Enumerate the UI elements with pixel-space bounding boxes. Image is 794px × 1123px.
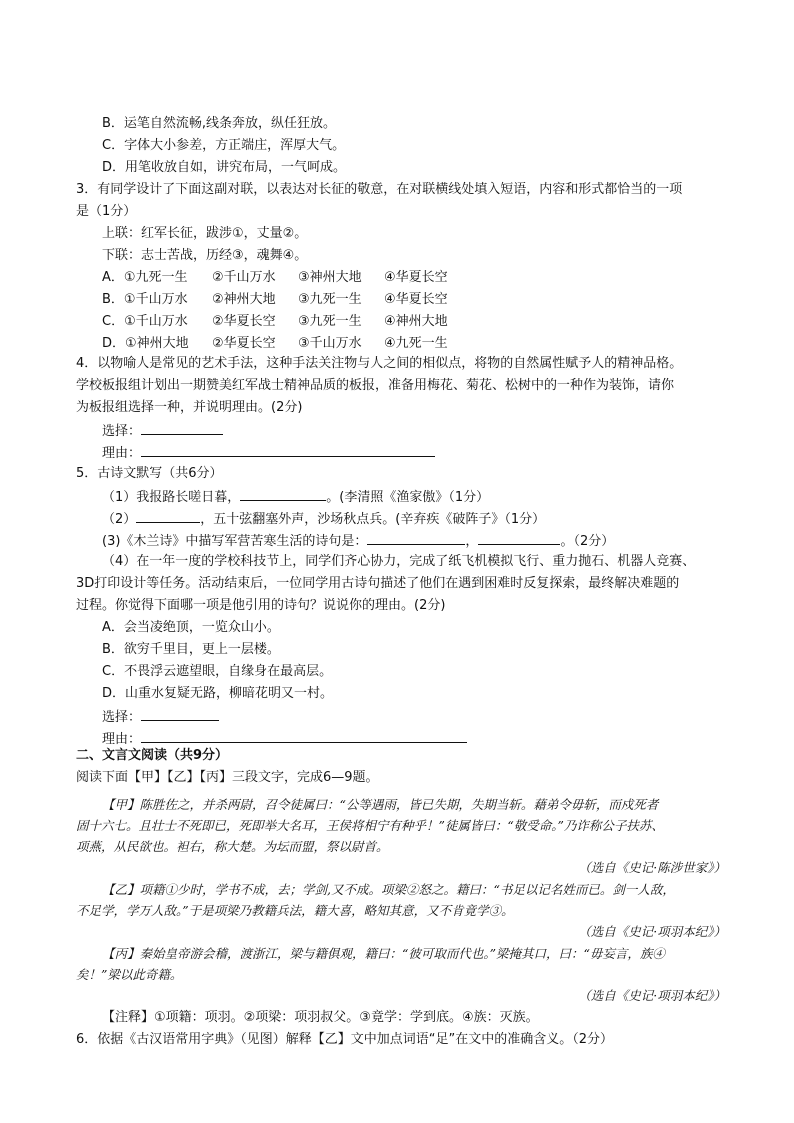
q5-item1-source: 。(李清照《渔家傲》（1分） <box>326 490 490 505</box>
q3-option-d-col1: D．①神州大地 <box>102 336 189 351</box>
q5-option-b: B．欲穷千里目，更上一层楼。 <box>102 642 280 657</box>
passage-yi-source: （选自《史记·项羽本纪》） <box>578 924 726 939</box>
q5-option-a: A．会当凌绝顶，一览众山小。 <box>102 620 280 635</box>
q3-option-c-col3: ③九死一生 <box>298 314 362 329</box>
q5-item4-line1: （4）在一年一度的学校科技节上，同学们齐心协力，完成了纸飞机模拟飞行、重力抛石、机器人竞赛、 <box>102 554 696 569</box>
q2-option-b: B．运笔自然流畅,线条奔放，纵任狂放。 <box>102 116 337 131</box>
q4-reason-blank[interactable] <box>141 444 435 457</box>
q5-item2-blank[interactable] <box>136 510 200 523</box>
q2-option-c: C．字体大小参差，方正端庄，浑厚大气。 <box>102 138 346 153</box>
q3-option-b-col4: ④华夏长空 <box>384 292 448 307</box>
q4-reason-label: 理由： <box>102 446 142 461</box>
q5-item3-comma: ， <box>465 534 479 549</box>
q6-stem: 6．依据《古汉语常用字典》（见图）解释【乙】文中加点词语“足”在文中的准确含义。（2分） <box>76 1032 614 1047</box>
q4-choice-blank[interactable] <box>141 422 223 435</box>
q3-option-a-col4: ④华夏长空 <box>384 270 448 285</box>
q5-item2 <box>102 510 545 528</box>
q3-option-d-col3: ③千山万水 <box>298 336 362 351</box>
q5-option-c: C．不畏浮云遮望眼，自缘身在最高层。 <box>102 664 333 679</box>
q4-stem-line1: 4．以物喻人是常见的艺术手法，这种手法关注物与人之间的相似点，将物的自然属性赋予人的精神品格。 <box>76 356 683 371</box>
q5-item3-blank2[interactable] <box>478 532 560 545</box>
q5-option-d: D．山重水复疑无路，柳暗花明又一村。 <box>102 686 334 701</box>
q4-choice <box>102 422 223 440</box>
q5-item3-text: (3)《木兰诗》中描写军营苦寒生活的诗句是： <box>102 534 368 549</box>
passage-bing-source: （选自《史记·项羽本纪》） <box>578 988 726 1003</box>
passage-bing-line1: 【丙】秦始皇帝游会稽，渡浙江，梁与籍俱观，籍曰：“彼可取而代也。”梁掩其口，曰：“毋妄言，族④ <box>102 946 665 961</box>
q3-option-a-col3: ③神州大地 <box>298 270 362 285</box>
q3-lower-couplet: 下联：志士苦战，历经③，魂舞④。 <box>102 248 308 263</box>
section2-intro: 阅读下面【甲】【乙】【丙】三段文字，完成6—9题。 <box>76 770 379 785</box>
q5-choice-blank[interactable] <box>141 708 219 721</box>
q3-option-c-col4: ④神州大地 <box>384 314 448 329</box>
q5-item3-score: 。（2分） <box>560 534 615 549</box>
q5-title: 5．古诗文默写（共6分） <box>76 466 223 481</box>
passage-jia-source: （选自《史记·陈涉世家》） <box>578 860 726 875</box>
q3-stem-line1: 3．有同学设计了下面这副对联，以表达对长征的敬意，在对联横线处填入短语，内容和形式都恰当的一项 <box>76 182 683 197</box>
q5-item3-blank1[interactable] <box>367 532 465 545</box>
q5-choice-label: 选择： <box>102 710 142 725</box>
q4-stem-line2: 学校板报组计划出一期赞美红军战士精神品质的板报，准备用梅花、菊花、松树中的一种作为装饰，请你 <box>76 378 675 393</box>
q5-item1-text: （1）我报路长嗟日暮， <box>102 490 241 505</box>
passage-yi-line1: 【乙】项籍①少时，学书不成，去；学剑,又不成。项梁②怒之。籍曰：“书足以记名姓而已。剑一人敌， <box>102 882 675 897</box>
q4-reason <box>102 444 435 462</box>
q5-reason-label: 理由： <box>102 732 142 747</box>
q3-option-b-col3: ③九死一生 <box>298 292 362 307</box>
q5-item4-line2: 3D打印设计等任务。活动结束后，一位同学用古诗句描述了他们在遇到困难时反复探索，最终解决难题的 <box>76 576 680 591</box>
q5-choice <box>102 708 219 726</box>
q3-option-d-col2: ②华夏长空 <box>212 336 276 351</box>
annotations: 【注释】①项籍：项羽。②项梁：项羽叔父。③竟学：学到底。④族：灭族。 <box>102 1010 539 1025</box>
q5-item3 <box>102 532 614 550</box>
section2-title: 二、文言文阅读（共9分） <box>76 748 229 763</box>
q5-item2-text: ，五十弦翻塞外声，沙场秋点兵。(辛弃疾《破阵子》（1分） <box>200 512 546 527</box>
q5-item1-blank[interactable] <box>240 488 326 501</box>
q3-option-b-col1: B．①千山万水 <box>102 292 188 307</box>
q3-option-a-col1: A．①九死一生 <box>102 270 188 285</box>
q4-stem-line3: 为板报组选择一种，并说明理由。(2分) <box>76 400 303 415</box>
q5-item4-line3: 过程。你觉得下面哪一项是他引用的诗句？说说你的理由。(2分) <box>76 598 446 613</box>
q3-option-b-col2: ②神州大地 <box>212 292 276 307</box>
q3-option-c-col1: C．①千山万水 <box>102 314 188 329</box>
q3-option-d-col4: ④九死一生 <box>384 336 448 351</box>
passage-jia-line3: 项燕，从民欲也。袒右，称大楚。为坛而盟，祭以尉首。 <box>76 839 389 854</box>
passage-bing-line2: 矣！”梁以此奇籍。 <box>76 967 183 982</box>
q3-upper-couplet: 上联：红军长征，跋涉①，丈量②。 <box>102 226 308 241</box>
q3-stem-line2: 是（1分） <box>76 204 137 219</box>
passage-yi-line2: 不足学，学万人敌。”于是项梁乃教籍兵法，籍大喜，略知其意，又不肯竟学③。 <box>76 903 514 918</box>
q2-option-d: D．用笔收放自如，讲究布局，一气呵成。 <box>102 160 347 175</box>
q5-reason <box>102 730 467 748</box>
q5-item1 <box>102 488 489 506</box>
q5-item2-number: （2） <box>102 512 137 527</box>
passage-jia-line1: 【甲】陈胜佐之，并杀两尉，召令徒属曰：“公等遇雨，皆已失期，失期当斩。藉弟令毋斩，而戍死者 <box>102 797 659 812</box>
q4-choice-label: 选择： <box>102 424 142 439</box>
q3-option-a-col2: ②千山万水 <box>212 270 276 285</box>
passage-jia-line2: 固十六七。且壮士不死即已，死即举大名耳，王侯将相宁有种乎！”徒属皆曰：“敬受命。”乃诈称公子扶苏、 <box>76 818 664 833</box>
q3-option-c-col2: ②华夏长空 <box>212 314 276 329</box>
q5-reason-blank[interactable] <box>141 730 467 743</box>
